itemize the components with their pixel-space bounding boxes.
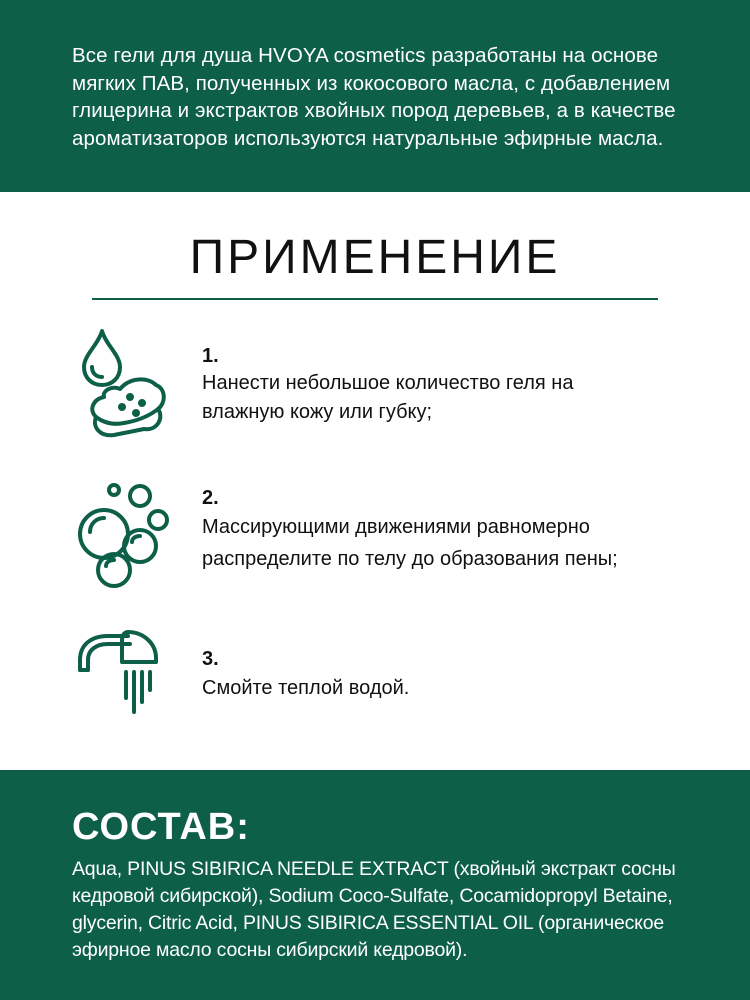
step-number: 2. bbox=[202, 487, 219, 509]
intro-text: Все гели для душа HVOYA cosmetics разработаны на основе мягких ПАВ, полученных из кокосового масла, с добавлением глицерина и экстрактов хвойных пород деревьев, а в качестве ароматизаторов используются натуральные эфирные масла. bbox=[72, 44, 676, 150]
drop-sponge-icon bbox=[74, 327, 174, 447]
step-text: Смойте теплой водой. bbox=[202, 677, 410, 699]
composition-text: Aqua, PINUS SIBIRICA NEEDLE EXTRACT (хвойный экстракт сосны кедровой сибирской), Sodium Coco-Sulfate, Cocamidopropyl Betaine, glycerin, Citric Acid, PINUS SIBIRICA ESSENTIAL OIL (органическое эфирное масло сосны сибирский кедровой). bbox=[72, 858, 676, 961]
step-number: 1. bbox=[202, 345, 219, 367]
shower-icon bbox=[74, 628, 174, 718]
bubbles-icon bbox=[74, 482, 174, 592]
step-text: Нанести небольшое количество геля на влажную кожу или губку; bbox=[202, 372, 574, 423]
composition-title: СОСТАВ: bbox=[72, 806, 250, 848]
usage-heading: ПРИМЕНЕНИЕ bbox=[189, 231, 561, 284]
step-text: Массирующими движениями равномерно распределите по телу до образования пены; bbox=[202, 516, 618, 570]
step-number: 3. bbox=[202, 648, 219, 670]
heading-divider bbox=[92, 298, 658, 300]
